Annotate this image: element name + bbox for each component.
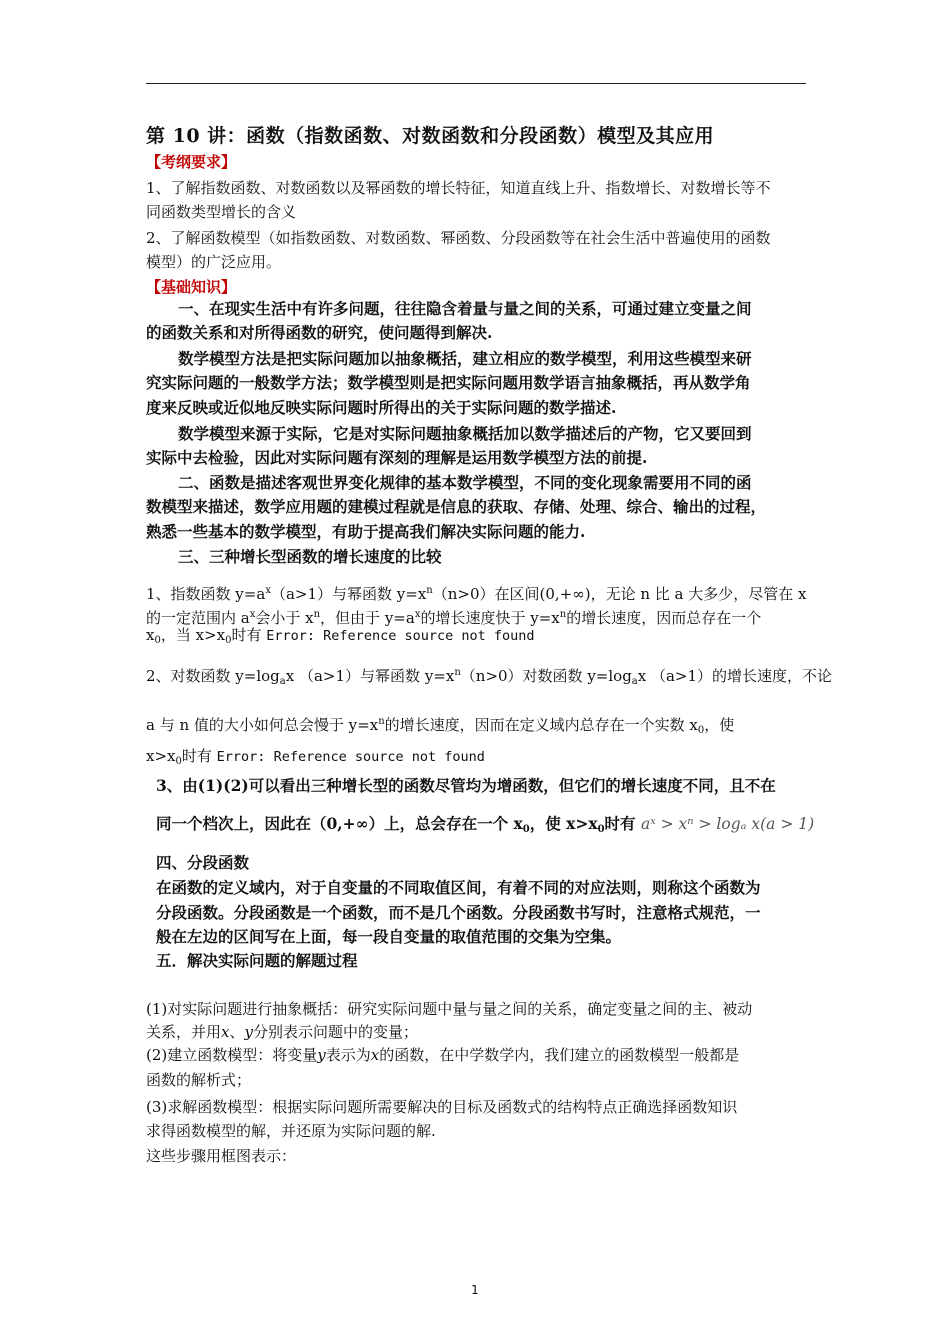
- compare-item-1-line1: 1、指数函数 $y=a^x(a>1)$与幂函数 $y=x^n(n>0)$在区间(0,+∞)，无论 n 比 a 大多少，尽管在 x: [146, 585, 807, 603]
- piecewise-header: 四、分段函数: [156, 853, 250, 872]
- basic-paragraph-line: 一、在现实生活中有许多问题，往往隐含着量与量之间的关系，可通过建立变量之间: [178, 299, 752, 318]
- solve-process-header: 五．解决实际问题的解题过程: [156, 951, 358, 970]
- page-title: 第 10 讲：函数（指数函数、对数函数和分段函数）模型及其应用: [146, 125, 715, 147]
- basic-paragraph-line: 数学模型方法是把实际问题加以抽象概括，建立相应的数学模型，利用这些模型来研: [178, 349, 752, 368]
- basic-header: 【基础知识】: [146, 278, 237, 296]
- step-1-line1: (1)对实际问题进行抽象概括：研究实际问题中量与量之间的关系，确定变量之间的主、被动: [146, 1000, 753, 1018]
- outline-line: 同函数类型增长的含义: [146, 203, 297, 221]
- compare-item-2-line2: a 与 n 值的大小如何总会慢于 $y=x^n$的增长速度，因而在定义域内总存在一个实数 $x_0$，使: [146, 716, 735, 736]
- step-2-line1: (2)建立函数模型：将变量y表示为x的函数，在中学数学内，我们建立的函数模型一般都是: [146, 1046, 740, 1064]
- basic-paragraph-line: 数学模型来源于实际，它是对实际问题抽象概括加以数学描述后的产物，它又要回到: [178, 424, 752, 443]
- basic-paragraph-line: 二、函数是描述客观世界变化规律的基本数学模型，不同的变化现象需要用不同的函: [178, 473, 752, 492]
- basic-paragraph-line: 三、三种增长型函数的增长速度的比较: [178, 547, 442, 566]
- compare-item-1-line2: 的一定范围内 $a^x$会小于 $x^n$，但由于 $y=a^x$的增长速度快于 $y=x^n$的增长速度，因而总存在一个: [146, 609, 762, 627]
- basic-paragraph-line: 度来反映或近似地反映实际问题时所得出的关于实际问题的数学描述.: [146, 398, 617, 417]
- compare-item-2-line1: 2、对数函数 $y=\log_ax$ （a>1）与幂函数 $y=x^n(n>0)$对数函数 $y=\log_ax$ （a>1）的增长速度，不论: [146, 667, 833, 687]
- compare-item-3-line1: 3、由(1)(2)可以看出三种增长型的函数尽管均为增函数，但它们的增长速度不同，且不在: [156, 776, 776, 795]
- outline-line: 2、了解函数模型（如指数函数、对数函数、幂函数、分段函数等在社会生活中普遍使用的函数: [146, 229, 771, 247]
- page-number: 1: [471, 1283, 479, 1297]
- outline-header: 【考纲要求】: [146, 153, 237, 171]
- basic-paragraph-line: 数模型来描述，数学应用题的建模过程就是信息的获取、存储、处理、综合、输出的过程，: [146, 497, 767, 516]
- basic-paragraph-line: 实际中去检验，因此对实际问题有深刻的理解是运用数学模型方法的前提.: [146, 448, 648, 467]
- growth-inequality-formula: aˣ > xⁿ > logₐ x(a > 1): [640, 815, 815, 833]
- step-3-line2: 求得函数模型的解，并还原为实际问题的解.: [146, 1122, 436, 1140]
- outline-line: 模型）的广泛应用。: [146, 253, 282, 271]
- basic-paragraph-line: 的函数关系和对所得函数的研究，使问题得到解决.: [146, 323, 493, 342]
- outline-line: 1、了解指数函数、对数函数以及幂函数的增长特征，知道直线上升、指数增长、对数增长等不: [146, 179, 771, 197]
- piecewise-line: 般在左边的区间写在上面，每一段自变量的取值范围的交集为空集。: [156, 927, 622, 946]
- compare-item-2-line3: $x>x_0$时有 Error: Reference source not found: [146, 747, 485, 767]
- compare-item-3-line2: 同一个档次上，因此在（0,+∞）上，总会存在一个 $x_0$，使 $x>x_0$时有 aˣ > xⁿ > logₐ x(a > 1): [156, 814, 815, 835]
- step-2-line2: 函数的解析式；: [146, 1071, 252, 1089]
- step-4-line: 这些步骤用框图表示：: [146, 1147, 297, 1165]
- header-rule: [146, 83, 806, 84]
- reference-error-text: Error: Reference source not found: [266, 628, 535, 644]
- reference-error-text: Error: Reference source not found: [216, 749, 485, 765]
- basic-paragraph-line: 究实际问题的一般数学方法；数学模型则是把实际问题用数学语言抽象概括，再从数学角: [146, 373, 751, 392]
- piecewise-line: 分段函数。分段函数是一个函数，而不是几个函数。分段函数书写时，注意格式规范，一: [156, 903, 761, 922]
- basic-paragraph-line: 熟悉一些基本的数学模型，有助于提高我们解决实际问题的能力.: [146, 522, 586, 541]
- step-1-line2: 关系，并用x、y分别表示问题中的变量；: [146, 1023, 418, 1041]
- compare-item-1-line3: $x_0$，当 $x>x_0$时有 Error: Reference source not found: [146, 626, 535, 646]
- piecewise-line: 在函数的定义域内，对于自变量的不同取值区间，有着不同的对应法则，则称这个函数为: [156, 878, 761, 897]
- step-3-line1: (3)求解函数模型：根据实际问题所需要解决的目标及函数式的结构特点正确选择函数知识: [146, 1098, 738, 1116]
